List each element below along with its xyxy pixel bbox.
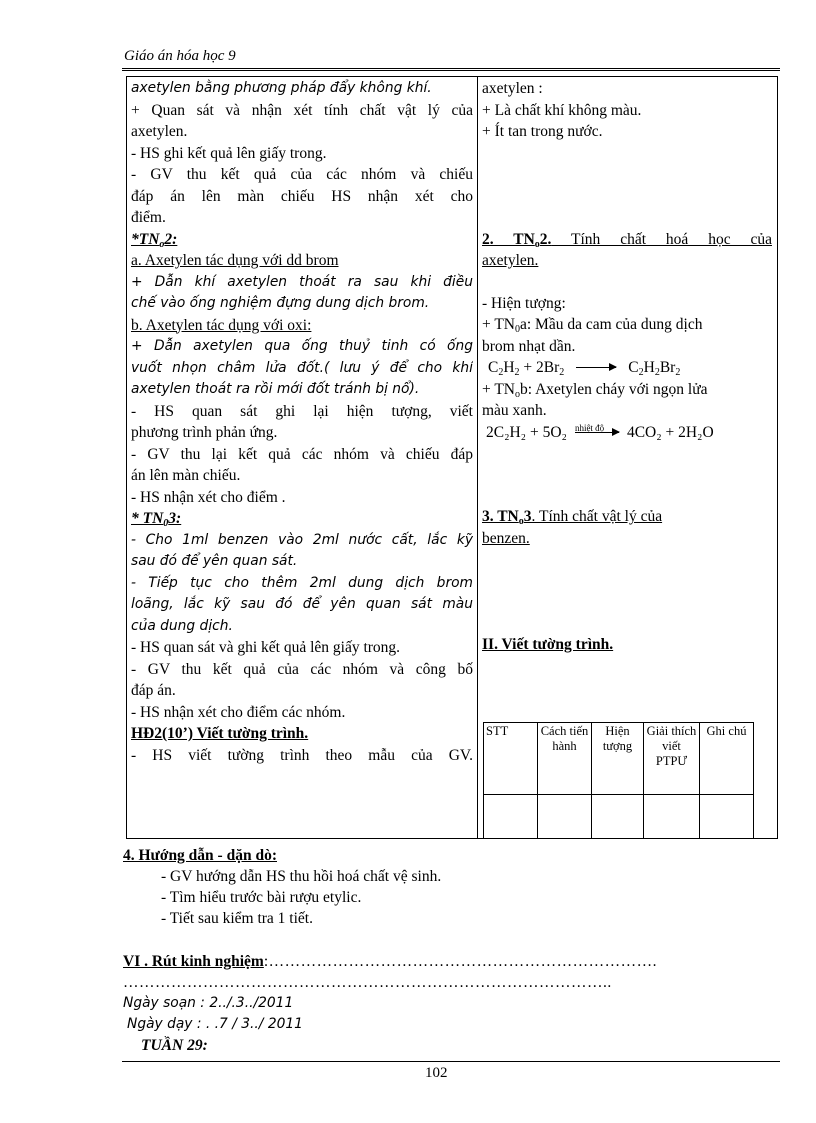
column-divider — [477, 76, 478, 839]
dots: ……………………………………………………………………………….. — [123, 974, 612, 991]
text-line: đáp án. — [131, 682, 176, 699]
text-line: - GV thu kết quả của các nhóm và công bố — [131, 660, 473, 678]
table-header-cell: Hiện tượng — [592, 723, 644, 795]
tn2b-heading: b. Axetylen tác dụng với oxi: — [131, 316, 312, 334]
table-cell — [644, 795, 700, 839]
text-line: phương trình phản ứng. — [131, 424, 278, 441]
spacer — [482, 549, 772, 634]
reaction-arrow — [576, 367, 616, 368]
header-title: Giáo án hóa học 9 — [124, 48, 236, 64]
text-line: của dung dịch. — [131, 617, 233, 634]
text-line: án lên màn chiếu. — [131, 467, 241, 484]
table-header-cell: STT — [484, 723, 538, 795]
text-line: + Dẫn khí axetylen thoát ra sau khi điều — [131, 273, 473, 290]
date-teach: Ngày dạy : . .7 / 3../ 2011 — [127, 1016, 303, 1032]
activity-column — [131, 78, 473, 766]
text-line: - HS viết tường trình theo mẫu của GV. — [131, 746, 473, 764]
text-line: - GV thu lại kết quả các nhóm và chiếu đáp — [131, 445, 473, 463]
table-cell — [700, 795, 754, 839]
text-line: + Quan sát và nhận xét tính chất vật lý của — [131, 101, 473, 119]
table-header-cell: Giải thích viết PTPƯ — [644, 723, 700, 795]
text-line: chế vào ống nghiệm đựng dung dịch brom. — [131, 295, 430, 311]
date-prepare: Ngày soạn : 2../.3../2011 — [123, 995, 294, 1011]
content-column — [482, 78, 772, 656]
text-line: - GV thu kết quả của các nhóm và chiếu — [131, 166, 473, 183]
text-line: loãng, lắc kỹ sau đó để yên quan sát màu — [131, 596, 473, 612]
text-line: axetylen thoát ra rồi mới đốt tránh bị nổ). — [131, 381, 420, 397]
guide-item: - Tiết sau kiểm tra 1 tiết. — [161, 910, 313, 927]
footer-rule — [122, 1061, 780, 1062]
text-line: brom nhạt dần. — [482, 337, 576, 355]
text-line: - HS quan sát ghi lại hiện tượng, viết — [131, 402, 473, 420]
page-number: 102 — [425, 1065, 448, 1081]
spacer — [482, 272, 772, 293]
text-line: màu xanh. — [482, 402, 547, 419]
report-template-table — [483, 722, 754, 839]
table-header-cell: Cách tiến hành — [538, 723, 592, 795]
tn2-heading: $*TN_o2$: — [131, 230, 178, 250]
reaction-arrow: nhiệt độ — [575, 432, 619, 433]
text-line: - Cho 1ml benzen vào 2ml nước cất, lắc kỹ — [131, 531, 473, 548]
equation-1: $C_2H_2 + 2Br_2$ $C_2H_2Br_2$ — [488, 359, 681, 378]
equation-2: 2C₂H₂ + 5O₂ nhiệt độ 4CO₂ + 2H₂O — [486, 422, 714, 441]
text-line: axetylen. — [131, 123, 188, 140]
spacer — [482, 443, 772, 506]
table-header-cell: Ghi chú — [700, 723, 754, 795]
text-line: + Dẫn axetylen qua ống thuỷ tinh có ống — [131, 338, 473, 354]
text-line: - Tiếp tục cho thêm 2ml dung dịch brom — [131, 574, 473, 591]
text-line: + $TN_ob$: Axetylen cháy với ngọn lửa — [482, 380, 708, 400]
text-line: - HS quan sát và ghi kết quả lên giấy trong. — [131, 639, 401, 656]
text-line: axetylen. — [482, 252, 539, 269]
guide-heading: 4. Hướng dẫn - dặn dò: — [123, 847, 277, 864]
dots: :………………………………………………………………. — [263, 953, 658, 970]
text-line: + $TN_0a$: Mầu da cam của dung dịch — [482, 316, 703, 335]
week-label: TUẦN 29: — [141, 1037, 208, 1054]
text-line: axetylen : — [482, 80, 543, 97]
experience-label: VI . Rút kinh nghiệm — [123, 953, 264, 970]
spacer — [482, 143, 772, 229]
tn3-heading: * $TN_03$: — [131, 510, 182, 529]
guide-item: - GV hướng dẫn HS thu hồi hoá chất vệ sinh. — [161, 868, 442, 885]
page-header — [122, 50, 780, 71]
tn2a-heading: a. Axetylen tác dụng với dd brom — [131, 252, 339, 269]
text-line: benzen. — [482, 529, 530, 547]
table-cell — [484, 795, 538, 839]
guide-item: - Tìm hiểu trước bài rượu etylic. — [161, 889, 362, 906]
text-line: - HS ghi kết quả lên giấy trong. — [131, 144, 327, 162]
text-line: đáp án lên màn chiếu HS nhận xét cho — [131, 187, 473, 205]
hd2-heading: HĐ2(10’) Viết tường trình. — [131, 725, 309, 742]
section-2-heading: II. Viết tường trình. — [482, 636, 614, 653]
text-line: - Hiện tượng: — [482, 294, 566, 312]
text-line: vuốt nhọn châm lửa đốt.( lưu ý để cho khí — [131, 359, 473, 376]
text-line: - HS nhận xét cho điểm . — [131, 488, 286, 506]
tn3-section-heading: 3. $TN_o3$. Tính chất vật lý của — [482, 508, 663, 527]
text-line: + Là chất khí không màu. — [482, 101, 642, 119]
tn2-section-heading: 2. $TN_o2$. Tính chất hoá học của — [482, 230, 772, 250]
text-line: + Ít tan trong nước. — [482, 123, 603, 140]
text-line: axetylen bằng phương pháp đẩy không khí. — [131, 80, 432, 96]
text-line: điểm. — [131, 209, 166, 226]
text-line: sau đó để yên quan sát. — [131, 553, 298, 569]
table-cell — [538, 795, 592, 839]
experience-section — [123, 951, 783, 1056]
table-cell — [592, 795, 644, 839]
text-line: - HS nhận xét cho điểm các nhóm. — [131, 703, 346, 721]
guide-section — [123, 845, 783, 929]
